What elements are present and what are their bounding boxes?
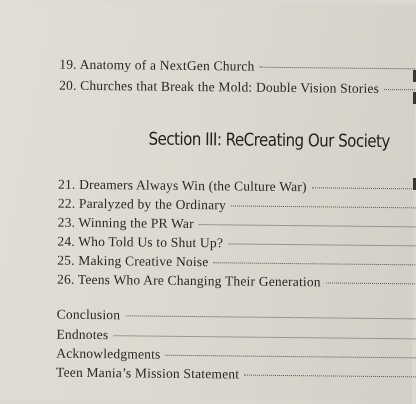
toc-entry-conclusion [57,306,416,328]
section-heading: Section III: ReCreating Our Society [148,129,390,153]
toc-entry-24 [57,233,416,255]
toc-entry-label: 25. Making Creative Noise [57,252,209,270]
dot-leader [312,186,416,189]
dot-leader [231,204,416,208]
dot-leader [213,261,416,265]
toc-entry-25 [57,252,416,274]
toc-entry-label: Acknowledgments [56,345,161,362]
toc-entry-label: Conclusion [56,306,121,323]
toc-entry-label: 26. Teens Who Are Changing Their Generation [57,271,321,290]
dot-leader [125,314,416,319]
toc-entry-23 [58,214,416,236]
toc-entry-label: Teen Mania’s Mission Statement [56,364,240,382]
toc-entry-label: 21. Dreamers Always Win (the Culture War) [57,176,307,195]
dot-leader [244,374,416,378]
toc-entry-label: 22. Paralyzed by the Ordinary [57,195,227,213]
dot-leader [326,281,416,284]
toc-entry-label: 24. Who Told Us to Shut Up? [57,233,224,251]
dot-leader [228,242,416,246]
toc-entry-22 [58,195,416,217]
dot-leader [166,354,416,359]
toc-entry-mission-statement [56,364,416,386]
toc-entry-endnotes [56,326,416,348]
toc-entry-label: 23. Winning the PR War [57,214,194,232]
dot-leader [259,66,416,70]
toc-entry-label: 20. Churches that Break the Mold: Double Vision Stories [59,77,380,96]
dot-leader [199,223,416,227]
toc-entry-19 [59,56,416,78]
toc-entry-20 [59,77,416,99]
toc-entry-26 [57,271,416,293]
toc-entry-label: Endnotes [56,326,109,343]
dot-leader [384,88,416,90]
toc-entry-acknowledgments [56,345,416,367]
dot-leader [113,334,416,339]
toc-entry-21 [58,176,416,198]
toc-entry-label: 19. Anatomy of a NextGen Church [59,56,255,74]
